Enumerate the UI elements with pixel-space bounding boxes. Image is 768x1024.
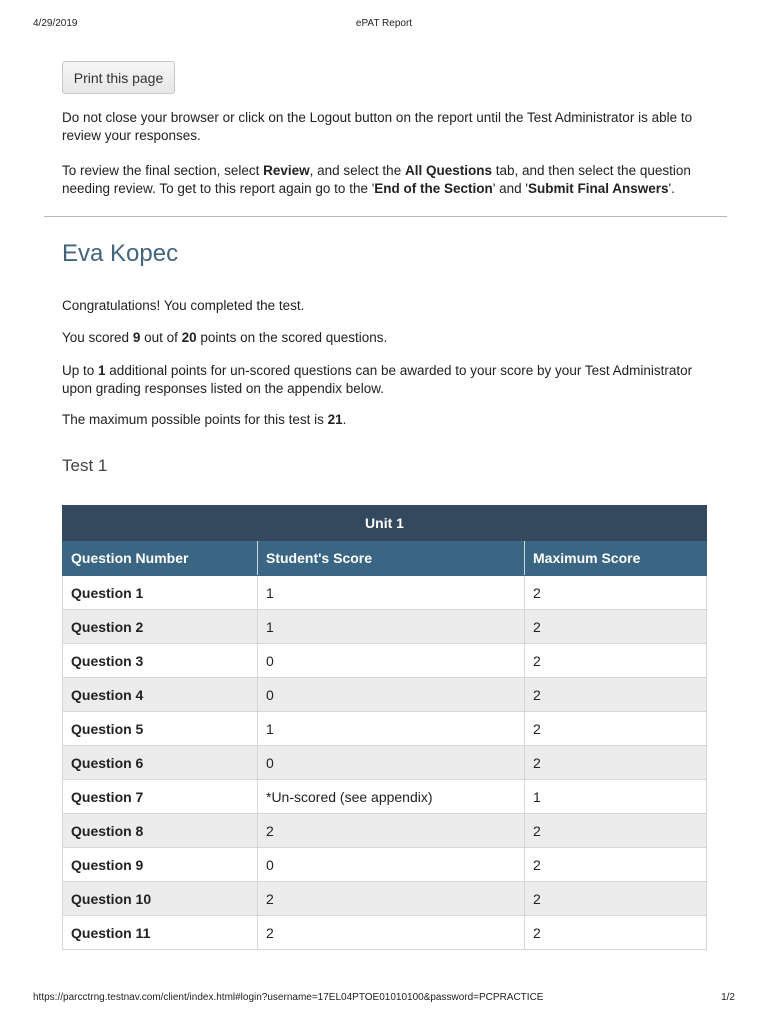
student-score-cell: 2 bbox=[258, 814, 525, 848]
question-number-cell: Question 6 bbox=[63, 746, 258, 780]
table-row bbox=[63, 644, 707, 678]
unit-title: Unit 1 bbox=[63, 506, 707, 541]
all-questions-keyword: All Questions bbox=[404, 163, 492, 178]
maximum-score-cell: 1 bbox=[525, 780, 707, 814]
student-score-cell: 1 bbox=[258, 712, 525, 746]
print-footer bbox=[0, 992, 768, 1006]
test-heading: Test 1 bbox=[62, 456, 108, 475]
print-header bbox=[0, 18, 768, 32]
print-page-button[interactable]: Print this page bbox=[62, 61, 175, 94]
question-number-cell: Question 11 bbox=[63, 916, 258, 950]
scored-value: 9 bbox=[132, 330, 141, 345]
student-score-cell: 0 bbox=[258, 678, 525, 712]
student-score-cell: 0 bbox=[258, 848, 525, 882]
maximum-score-cell: 2 bbox=[525, 814, 707, 848]
maximum-score-cell: 2 bbox=[525, 916, 707, 950]
table-row bbox=[63, 712, 707, 746]
maximum-score-cell: 2 bbox=[525, 678, 707, 712]
scored-points-text: You scored 9 out of 20 points on the scored questions. bbox=[62, 330, 388, 345]
unscored-points-text: Up to 1 additional points for un-scored questions can be awarded to your score by your Test Administrator upon grading responses listed on the appendix below. bbox=[62, 363, 693, 396]
question-number-cell: Question 1 bbox=[63, 576, 258, 610]
maximum-score-cell: 2 bbox=[525, 644, 707, 678]
table-row bbox=[63, 814, 707, 848]
student-score-cell: 0 bbox=[258, 746, 525, 780]
table-row bbox=[63, 848, 707, 882]
question-number-cell: Question 10 bbox=[63, 882, 258, 916]
max-value: 21 bbox=[327, 412, 343, 427]
student-score-cell: 2 bbox=[258, 882, 525, 916]
end-of-section-keyword: End of the Section bbox=[374, 181, 493, 196]
table-row bbox=[63, 610, 707, 644]
logout-warning-text: Do not close your browser or click on the Logout button on the report until the Test Administrator is able to review your responses. bbox=[62, 110, 693, 143]
question-number-cell: Question 7 bbox=[63, 780, 258, 814]
table-row bbox=[63, 916, 707, 950]
student-score-cell: 1 bbox=[258, 576, 525, 610]
table-row bbox=[63, 882, 707, 916]
review-instructions-text: To review the final section, select Review, and select the All Questions tab, and then select the question needing review. To get to this report again go to the 'End of the Section' and 'Submit Final Answers'. bbox=[62, 163, 691, 196]
maximum-score-cell: 2 bbox=[525, 610, 707, 644]
student-score-cell: 0 bbox=[258, 644, 525, 678]
question-number-cell: Question 3 bbox=[63, 644, 258, 678]
submit-final-answers-keyword: Submit Final Answers bbox=[528, 181, 669, 196]
student-score-cell: 2 bbox=[258, 916, 525, 950]
table-row bbox=[63, 678, 707, 712]
congratulations-text: Congratulations! You completed the test. bbox=[62, 298, 305, 313]
max-points-text: The maximum possible points for this test is 21. bbox=[62, 412, 347, 427]
student-score-cell: 1 bbox=[258, 610, 525, 644]
page-number: 1/2 bbox=[721, 992, 735, 1003]
maximum-score-cell: 2 bbox=[525, 848, 707, 882]
question-number-cell: Question 9 bbox=[63, 848, 258, 882]
maximum-score-cell: 2 bbox=[525, 576, 707, 610]
table-row bbox=[63, 576, 707, 610]
section-divider bbox=[44, 216, 727, 217]
student-score-cell: *Un-scored (see appendix) bbox=[258, 780, 525, 814]
table-row bbox=[63, 746, 707, 780]
unscored-value: 1 bbox=[98, 363, 106, 378]
score-table bbox=[62, 505, 707, 950]
header-maximum-score: Maximum Score bbox=[525, 541, 707, 576]
maximum-score-cell: 2 bbox=[525, 712, 707, 746]
print-url: https://parcctrng.testnav.com/client/index.html#login?username=17EL04PTOE01010100&password=PCPRACTICE bbox=[33, 992, 544, 1003]
question-number-cell: Question 8 bbox=[63, 814, 258, 848]
question-number-cell: Question 5 bbox=[63, 712, 258, 746]
header-student-score: Student's Score bbox=[258, 541, 525, 576]
maximum-score-cell: 2 bbox=[525, 882, 707, 916]
maximum-score-cell: 2 bbox=[525, 746, 707, 780]
question-number-cell: Question 4 bbox=[63, 678, 258, 712]
table-row bbox=[63, 780, 707, 814]
review-keyword: Review bbox=[263, 163, 310, 178]
header-question-number: Question Number bbox=[63, 541, 258, 576]
student-name: Eva Kopec bbox=[62, 240, 179, 267]
scored-total: 20 bbox=[181, 330, 197, 345]
question-number-cell: Question 2 bbox=[63, 610, 258, 644]
print-date: 4/29/2019 bbox=[33, 18, 78, 29]
print-title: ePAT Report bbox=[355, 18, 413, 29]
